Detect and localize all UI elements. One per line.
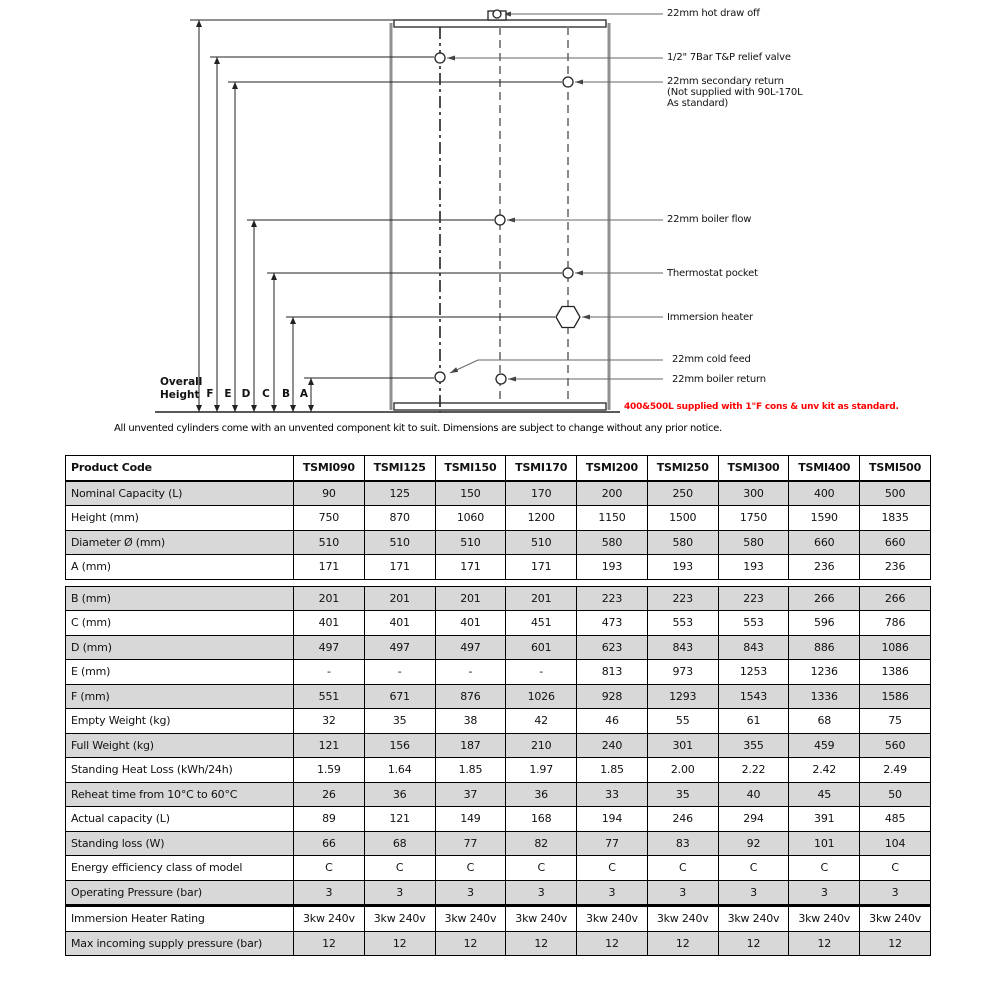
table-cell: 497: [435, 635, 506, 660]
table-row: [66, 880, 931, 905]
table-cell: 1253: [718, 660, 789, 685]
table-cell: 246: [647, 807, 718, 832]
table-cell: C: [577, 856, 648, 881]
table-cell: C: [435, 856, 506, 881]
cold-feed-port: [435, 372, 445, 382]
table-cell: 497: [294, 635, 365, 660]
red-supply-note: 400&500L supplied with 1"F cons & unv kit as standard.: [624, 402, 899, 412]
table-row: [66, 906, 931, 931]
column-header: TSMI200: [577, 456, 648, 481]
table-cell: 12: [506, 931, 577, 956]
table-cell: 401: [435, 611, 506, 636]
table-cell: 12: [789, 931, 860, 956]
table-cell: 61: [718, 709, 789, 734]
table-cell: 451: [506, 611, 577, 636]
table-row: [66, 931, 931, 956]
leader-lines: [447, 14, 663, 379]
table-cell: 928: [577, 684, 648, 709]
row-label: Standing loss (W): [66, 831, 294, 856]
table-cell: 223: [647, 586, 718, 611]
table-cell: 3: [860, 880, 931, 905]
table-cell: 580: [647, 530, 718, 555]
table-cell: C: [294, 856, 365, 881]
table-cell: 1500: [647, 506, 718, 531]
table-cell: 193: [577, 555, 648, 580]
table-cell: -: [435, 660, 506, 685]
table-cell: 973: [647, 660, 718, 685]
table-cell: 210: [506, 733, 577, 758]
table-cell: 12: [294, 931, 365, 956]
table-cell: 201: [435, 586, 506, 611]
table-cell: 1150: [577, 506, 648, 531]
table-row: [66, 807, 931, 832]
table-cell: 1386: [860, 660, 931, 685]
table-row: [66, 506, 931, 531]
table-cell: C: [789, 856, 860, 881]
label-thermostat-pocket: Thermostat pocket: [667, 268, 758, 279]
table-cell: 3kw 240v: [860, 906, 931, 931]
table-cell: 2.22: [718, 758, 789, 783]
table-cell: 171: [294, 555, 365, 580]
table-cell: 92: [718, 831, 789, 856]
table-row: [66, 481, 931, 506]
table-cell: 1026: [506, 684, 577, 709]
label-immersion-heater: Immersion heater: [667, 312, 753, 323]
row-label: Energy efficiency class of model: [66, 856, 294, 881]
table-cell: 1.97: [506, 758, 577, 783]
table-cell: 1.64: [364, 758, 435, 783]
table-cell: 3: [364, 880, 435, 905]
table-cell: -: [294, 660, 365, 685]
table-cell: 510: [294, 530, 365, 555]
table-cell: 104: [860, 831, 931, 856]
row-label: Nominal Capacity (L): [66, 481, 294, 506]
table-cell: 77: [435, 831, 506, 856]
table-cell: C: [506, 856, 577, 881]
table-row: [66, 660, 931, 685]
row-label: Diameter Ø (mm): [66, 530, 294, 555]
table-cell: 266: [789, 586, 860, 611]
table-row: [66, 856, 931, 881]
table-cell: 35: [647, 782, 718, 807]
table-cell: 391: [789, 807, 860, 832]
table-cell: -: [506, 660, 577, 685]
table-cell: 580: [577, 530, 648, 555]
table-cell: 32: [294, 709, 365, 734]
table-cell: 886: [789, 635, 860, 660]
column-header: TSMI250: [647, 456, 718, 481]
table-cell: 1060: [435, 506, 506, 531]
table-cell: 3: [506, 880, 577, 905]
table-cell: 1293: [647, 684, 718, 709]
table-cell: C: [718, 856, 789, 881]
table-cell: 3kw 240v: [435, 906, 506, 931]
row-label: Immersion Heater Rating: [66, 906, 294, 931]
hot-draw-off-port: [493, 10, 501, 18]
spec-table-container: [65, 455, 931, 956]
table-cell: 1336: [789, 684, 860, 709]
table-cell: 201: [294, 586, 365, 611]
table-cell: 843: [718, 635, 789, 660]
column-header: TSMI300: [718, 456, 789, 481]
dimension-arrows: [196, 20, 314, 412]
table-cell: 813: [577, 660, 648, 685]
table-cell: 2.00: [647, 758, 718, 783]
table-row: [66, 586, 931, 611]
table-cell: 459: [789, 733, 860, 758]
table-cell: 510: [364, 530, 435, 555]
table-cell: 46: [577, 709, 648, 734]
table-cell: 50: [860, 782, 931, 807]
dim-letter-b: B: [281, 388, 290, 400]
table-cell: 560: [860, 733, 931, 758]
table-row: [66, 831, 931, 856]
table-cell: 36: [364, 782, 435, 807]
boiler-return-port: [496, 374, 506, 384]
table-cell: 623: [577, 635, 648, 660]
column-header: TSMI125: [364, 456, 435, 481]
table-cell: 3: [718, 880, 789, 905]
table-cell: 3: [294, 880, 365, 905]
row-label: F (mm): [66, 684, 294, 709]
table-cell: 870: [364, 506, 435, 531]
table-cell: 75: [860, 709, 931, 734]
label-tp-relief-valve: 1/2" 7Bar T&P relief valve: [667, 52, 791, 63]
dimension-lines: [199, 20, 311, 412]
table-cell: 35: [364, 709, 435, 734]
table-cell: 12: [718, 931, 789, 956]
table-cell: 1236: [789, 660, 860, 685]
label-secondary-return-2: (Not supplied with 90L-170L: [667, 87, 803, 98]
row-label: C (mm): [66, 611, 294, 636]
table-cell: C: [647, 856, 718, 881]
table-cell: 156: [364, 733, 435, 758]
table-cell: 1750: [718, 506, 789, 531]
table-cell: 401: [364, 611, 435, 636]
table-cell: 3: [577, 880, 648, 905]
table-cell: 3kw 240v: [364, 906, 435, 931]
table-cell: 1.59: [294, 758, 365, 783]
table-cell: 38: [435, 709, 506, 734]
dim-letter-a: A: [299, 388, 309, 400]
table-cell: 40: [718, 782, 789, 807]
table-cell: 45: [789, 782, 860, 807]
table-cell: 55: [647, 709, 718, 734]
table-cell: 187: [435, 733, 506, 758]
table-cell: 400: [789, 481, 860, 506]
spec-table-section-1: [65, 455, 931, 580]
table-cell: 485: [860, 807, 931, 832]
column-header: TSMI400: [789, 456, 860, 481]
table-cell: 786: [860, 611, 931, 636]
table-cell: 3kw 240v: [789, 906, 860, 931]
table-cell: 301: [647, 733, 718, 758]
row-label: Empty Weight (kg): [66, 709, 294, 734]
table-row: [66, 782, 931, 807]
table-cell: 3kw 240v: [718, 906, 789, 931]
table-cell: 876: [435, 684, 506, 709]
table-cell: 240: [577, 733, 648, 758]
dim-letter-e: E: [224, 388, 232, 400]
table-cell: 510: [506, 530, 577, 555]
boiler-flow-port: [495, 215, 505, 225]
table-cell: 3: [435, 880, 506, 905]
row-label: E (mm): [66, 660, 294, 685]
table-cell: 193: [647, 555, 718, 580]
table-cell: 42: [506, 709, 577, 734]
table-cell: 510: [435, 530, 506, 555]
table-cell: 1.85: [577, 758, 648, 783]
overall-height-label: Overall Height: [160, 376, 203, 401]
row-label: A (mm): [66, 555, 294, 580]
label-secondary-return-3: As standard): [667, 98, 729, 109]
table-cell: 12: [435, 931, 506, 956]
table-cell: 660: [789, 530, 860, 555]
label-cold-feed: 22mm cold feed: [672, 354, 751, 365]
table-cell: 171: [435, 555, 506, 580]
table-cell: 500: [860, 481, 931, 506]
table-cell: 1.85: [435, 758, 506, 783]
table-cell: 497: [364, 635, 435, 660]
column-header: TSMI500: [860, 456, 931, 481]
table-cell: 671: [364, 684, 435, 709]
table-cell: 1200: [506, 506, 577, 531]
table-cell: C: [364, 856, 435, 881]
table-cell: 553: [647, 611, 718, 636]
column-header-product-code: Product Code: [66, 456, 294, 481]
dim-letter-f: F: [206, 388, 214, 400]
row-label: Operating Pressure (bar): [66, 880, 294, 905]
row-label: Height (mm): [66, 506, 294, 531]
table-row: [66, 530, 931, 555]
table-cell: 83: [647, 831, 718, 856]
label-secondary-return-1: 22mm secondary return: [667, 76, 784, 87]
label-boiler-flow: 22mm boiler flow: [667, 214, 752, 225]
row-label: Actual capacity (L): [66, 807, 294, 832]
row-label: Standing Heat Loss (kWh/24h): [66, 758, 294, 783]
table-cell: 82: [506, 831, 577, 856]
table-cell: 551: [294, 684, 365, 709]
table-cell: 200: [577, 481, 648, 506]
table-cell: 36: [506, 782, 577, 807]
column-header: TSMI170: [506, 456, 577, 481]
table-cell: 170: [506, 481, 577, 506]
secondary-return-port: [563, 77, 573, 87]
table-cell: 101: [789, 831, 860, 856]
table-cell: 2.42: [789, 758, 860, 783]
table-row: [66, 555, 931, 580]
table-cell: 236: [789, 555, 860, 580]
table-cell: -: [364, 660, 435, 685]
table-cell: 125: [364, 481, 435, 506]
table-cell: 26: [294, 782, 365, 807]
table-cell: 1543: [718, 684, 789, 709]
table-cell: 171: [506, 555, 577, 580]
table-cell: 355: [718, 733, 789, 758]
table-cell: 2.49: [860, 758, 931, 783]
immersion-heater-boss: [556, 307, 580, 328]
table-cell: 90: [294, 481, 365, 506]
table-cell: 223: [718, 586, 789, 611]
table-cell: 201: [506, 586, 577, 611]
table-cell: 121: [294, 733, 365, 758]
cylinder-diagram: [0, 0, 1000, 450]
table-cell: 149: [435, 807, 506, 832]
column-header: TSMI150: [435, 456, 506, 481]
table-cell: 12: [860, 931, 931, 956]
table-row: [66, 684, 931, 709]
table-cell: 3kw 240v: [647, 906, 718, 931]
row-label: Full Weight (kg): [66, 733, 294, 758]
thermostat-pocket-port: [563, 268, 573, 278]
table-cell: 473: [577, 611, 648, 636]
table-cell: 12: [364, 931, 435, 956]
table-cell: 68: [364, 831, 435, 856]
table-cell: 3: [789, 880, 860, 905]
table-cell: 201: [364, 586, 435, 611]
table-cell: 121: [364, 807, 435, 832]
table-cell: 1590: [789, 506, 860, 531]
table-cell: 3kw 240v: [577, 906, 648, 931]
table-cell: 89: [294, 807, 365, 832]
table-row: [66, 709, 931, 734]
table-cell: 33: [577, 782, 648, 807]
spec-table-section-2: [65, 586, 931, 906]
label-boiler-return: 22mm boiler return: [672, 374, 766, 385]
table-row: [66, 611, 931, 636]
dim-letter-d: D: [241, 388, 251, 400]
dim-letter-c: C: [262, 388, 270, 400]
row-label: D (mm): [66, 635, 294, 660]
table-cell: 250: [647, 481, 718, 506]
tp-relief-valve-port: [435, 53, 445, 63]
table-row: [66, 733, 931, 758]
table-row: [66, 758, 931, 783]
spec-table-section-3: [65, 905, 931, 956]
table-cell: 150: [435, 481, 506, 506]
table-cell: 601: [506, 635, 577, 660]
table-cell: 3kw 240v: [294, 906, 365, 931]
label-hot-draw-off: 22mm hot draw off: [667, 8, 760, 19]
table-cell: 3: [647, 880, 718, 905]
table-cell: 294: [718, 807, 789, 832]
table-cell: 223: [577, 586, 648, 611]
table-cell: 1086: [860, 635, 931, 660]
table-cell: 553: [718, 611, 789, 636]
table-cell: 194: [577, 807, 648, 832]
table-cell: C: [860, 856, 931, 881]
table-cell: 750: [294, 506, 365, 531]
table-cell: 236: [860, 555, 931, 580]
table-cell: 77: [577, 831, 648, 856]
column-header: TSMI090: [294, 456, 365, 481]
row-label: Reheat time from 10°C to 60°C: [66, 782, 294, 807]
table-cell: 193: [718, 555, 789, 580]
table-cell: 843: [647, 635, 718, 660]
table-cell: 596: [789, 611, 860, 636]
table-cell: 580: [718, 530, 789, 555]
row-label: B (mm): [66, 586, 294, 611]
table-header-row: [66, 456, 931, 481]
table-cell: 266: [860, 586, 931, 611]
table-cell: 66: [294, 831, 365, 856]
table-cell: 3kw 240v: [506, 906, 577, 931]
table-cell: 300: [718, 481, 789, 506]
table-cell: 660: [860, 530, 931, 555]
table-cell: 168: [506, 807, 577, 832]
table-cell: 68: [789, 709, 860, 734]
table-cell: 171: [364, 555, 435, 580]
table-cell: 1586: [860, 684, 931, 709]
row-label: Max incoming supply pressure (bar): [66, 931, 294, 956]
table-cell: 37: [435, 782, 506, 807]
extension-lines: [190, 20, 562, 378]
table-cell: 401: [294, 611, 365, 636]
table-cell: 12: [647, 931, 718, 956]
table-cell: 1835: [860, 506, 931, 531]
footnote: All unvented cylinders come with an unvented component kit to suit. Dimensions are subject to change without any prior notice.: [114, 423, 722, 434]
table-row: [66, 635, 931, 660]
table-cell: 12: [577, 931, 648, 956]
